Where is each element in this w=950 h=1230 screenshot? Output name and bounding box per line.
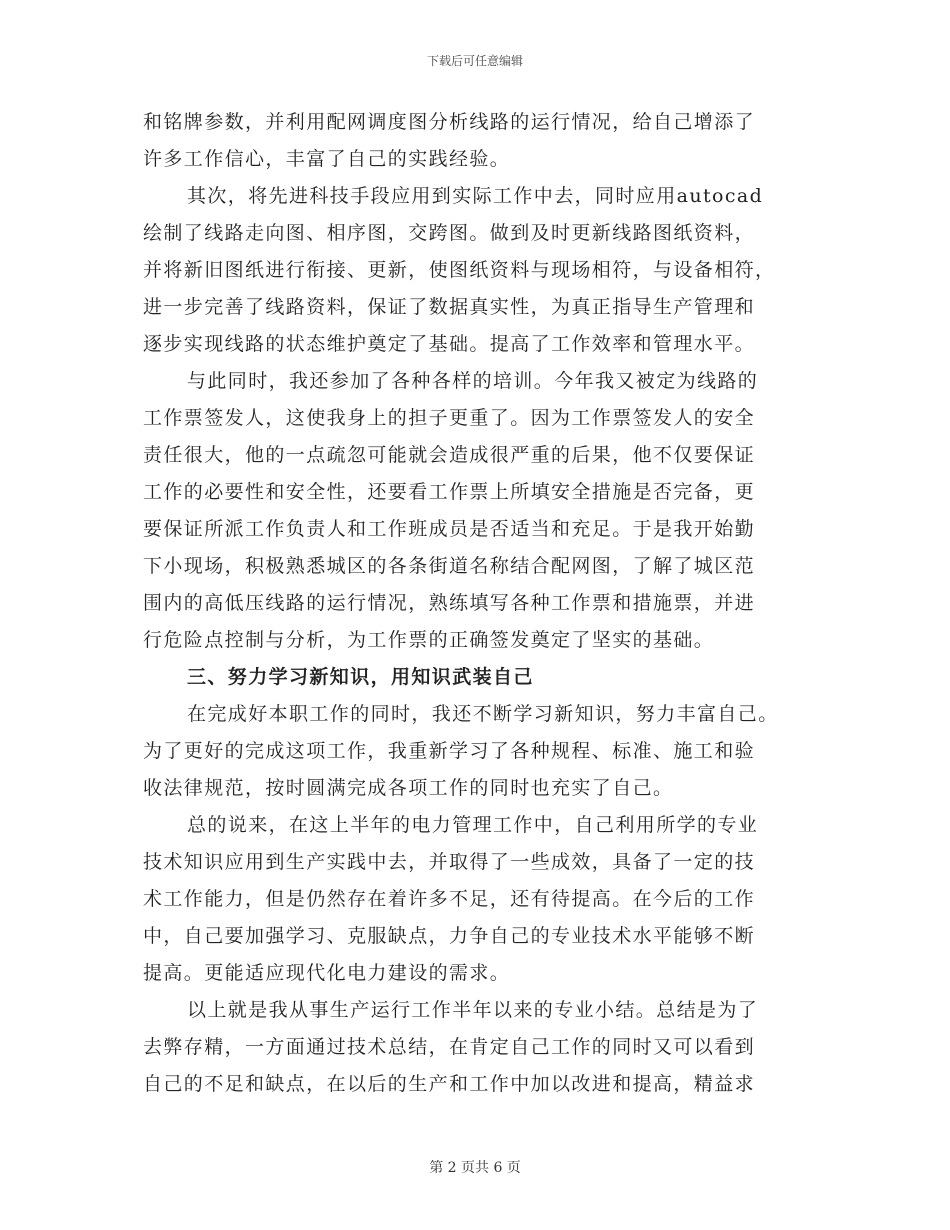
paragraph-line: 工作的必要性和安全性，还要看工作票上所填安全措施是否完备，更 bbox=[143, 481, 756, 503]
paragraph-line: 并将新旧图纸进行衔接、更新，使图纸资料与现场相符，与设备相符， bbox=[143, 259, 776, 281]
section-heading: 三、努力学习新知识，用知识武装自己 bbox=[187, 666, 534, 688]
paragraph-line: 提高。更能适应现代化电力建设的需求。 bbox=[143, 962, 511, 984]
paragraph-line: 技术知识应用到生产实践中去，并取得了一些成效，具备了一定的技 bbox=[143, 851, 756, 873]
paragraph-line: 行危险点控制与分析，为工作票的正确签发奠定了坚实的基础。 bbox=[143, 629, 715, 651]
paragraph-line: 去弊存精，一方面通过技术总结，在肯定自己工作的同时又可以看到 bbox=[143, 1036, 756, 1058]
paragraph-line: 绘制了线路走向图、相序图，交跨图。做到及时更新线路图纸资料， bbox=[143, 222, 756, 244]
paragraph-line: 工作票签发人，这使我身上的担子更重了。因为工作票签发人的安全 bbox=[143, 407, 756, 429]
paragraph-line: 中，自己要加强学习、克服缺点，力争自己的专业技术水平能够不断 bbox=[143, 925, 756, 947]
paragraph-line: 许多工作信心，丰富了自己的实践经验。 bbox=[143, 148, 511, 170]
paragraph-line: 与此同时，我还参加了各种各样的培训。今年我又被定为线路的 bbox=[187, 370, 759, 392]
paragraph-line: 自己的不足和缺点，在以后的生产和工作中加以改进和提高，精益求 bbox=[143, 1073, 756, 1095]
document-body bbox=[143, 104, 803, 1103]
paragraph-line: 为了更好的完成这项工作，我重新学习了各种规程、标准、施工和验 bbox=[143, 740, 756, 762]
paragraph-line: 要保证所派工作负责人和工作班成员是否适当和充足。于是我开始勤 bbox=[143, 518, 756, 540]
paragraph-line: 其次，将先进科技手段应用到实际工作中去，同时应用autocad bbox=[187, 185, 764, 207]
paragraph-line: 责任很大，他的一点疏忽可能就会造成很严重的后果，他不仅要保证 bbox=[143, 444, 756, 466]
paragraph-line: 以上就是我从事生产运行工作半年以来的专业小结。总结是为了 bbox=[187, 999, 759, 1021]
paragraph-line: 收法律规范，按时圆满完成各项工作的同时也充实了自己。 bbox=[143, 777, 674, 799]
paragraph-line: 在完成好本职工作的同时，我还不断学习新知识，努力丰富自己。 bbox=[187, 703, 779, 725]
paragraph-line: 和铭牌参数，并利用配网调度图分析线路的运行情况，给自己增添了 bbox=[143, 111, 756, 133]
paragraph-line: 进一步完善了线路资料，保证了数据真实性，为真正指导生产管理和 bbox=[143, 296, 756, 318]
paragraph-line: 术工作能力，但是仍然存在着许多不足，还有待提高。在今后的工作 bbox=[143, 888, 756, 910]
paragraph-line: 围内的高低压线路的运行情况，熟练填写各种工作票和措施票，并进 bbox=[143, 592, 756, 614]
paragraph-line: 逐步实现线路的状态维护奠定了基础。提高了工作效率和管理水平。 bbox=[143, 333, 756, 355]
paragraph-line: 总的说来，在这上半年的电力管理工作中，自己利用所学的专业 bbox=[187, 814, 759, 836]
paragraph-line: 下小现场，积极熟悉城区的各条街道名称结合配网图，了解了城区范 bbox=[143, 555, 756, 577]
page-footer: 第 2 页共 6 页 bbox=[429, 1160, 521, 1176]
page-header: 下载后可任意编辑 bbox=[426, 54, 523, 68]
